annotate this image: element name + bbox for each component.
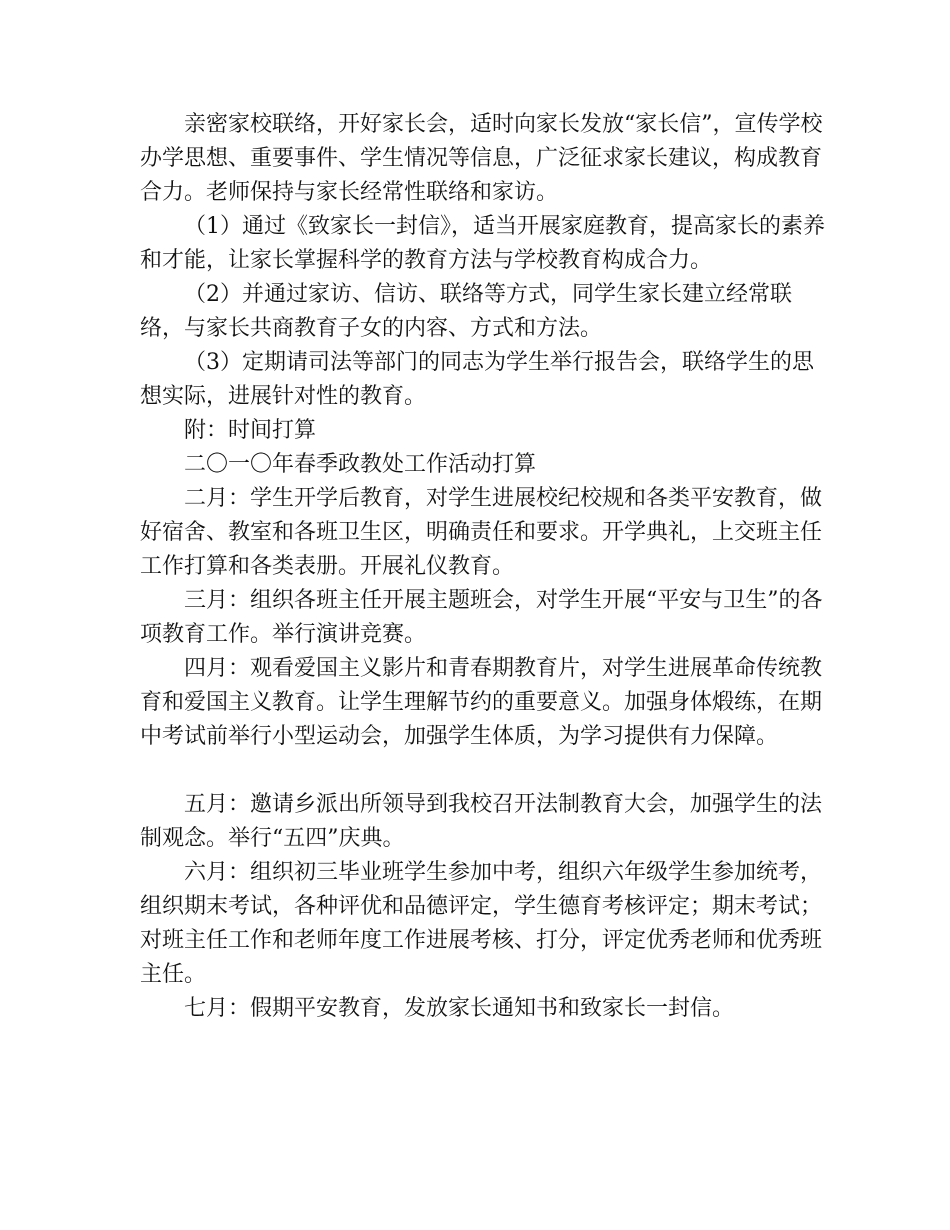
paragraph-item-3: （3）定期请司法等部门的同志为学生举行报告会，联络学生的思想实际，进展针对性的教育。 (140, 350, 814, 409)
paragraph-home-school-contact: 亲密家校联络，开好家长会，适时向家长发放“家长信”，宣传学校办学思想、重要事件、学生情况等信息，广泛征求家长建议，构成教育合力。老师保持与家长经常性联络和家访。 (140, 112, 823, 205)
paragraph-april: 四月：观看爱国主义影片和青春期教育片，对学生进展革命传统教育和爱国主义教育。让学生理解节约的重要意义。加强身体煅练，在期中考试前举行小型运动会，加强学生体质，为学习提供有力保障。 (140, 656, 823, 749)
paragraph-march: 三月：组织各班主任开展主题班会，对学生开展“平安与卫生”的各项教育工作。举行演讲竞赛。 (140, 588, 823, 647)
paragraph-item-1: （1）通过《致家长一封信》，适当开展家庭教育，提高家长的素养和才能，让家长掌握科学的教育方法与学校教育构成合力。 (140, 214, 825, 273)
paragraph-spacer (140, 754, 830, 788)
document-body (140, 108, 830, 1026)
paragraph-item-2: （2）并通过家访、信访、联络等方式，同学生家长建立经常联络，与家长共商教育子女的内容、方式和方法。 (140, 282, 792, 341)
paragraph-may: 五月：邀请乡派出所领导到我校召开法制教育大会，加强学生的法制观念。举行“五四”庆典。 (140, 792, 823, 851)
paragraph-appendix-label: 附：时间打算 (184, 418, 317, 443)
paragraph-plan-title: 二〇一〇年春季政教处工作活动打算 (184, 452, 537, 477)
paragraph-july: 七月：假期平安教育，发放家长通知书和致家长一封信。 (184, 996, 735, 1021)
paragraph-february: 二月：学生开学后教育，对学生进展校纪校规和各类平安教育，做好宿舍、教室和各班卫生区，明确责任和要求。开学典礼，上交班主任工作打算和各类表册。开展礼仪教育。 (140, 486, 823, 579)
paragraph-june: 六月：组织初三毕业班学生参加中考，组织六年级学生参加统考，组织期末考试，各种评优和品德评定，学生德育考核评定；期末考试；对班主任工作和老师年度工作进展考核、打分，评定优秀老师和优秀班主任。 (140, 860, 823, 987)
